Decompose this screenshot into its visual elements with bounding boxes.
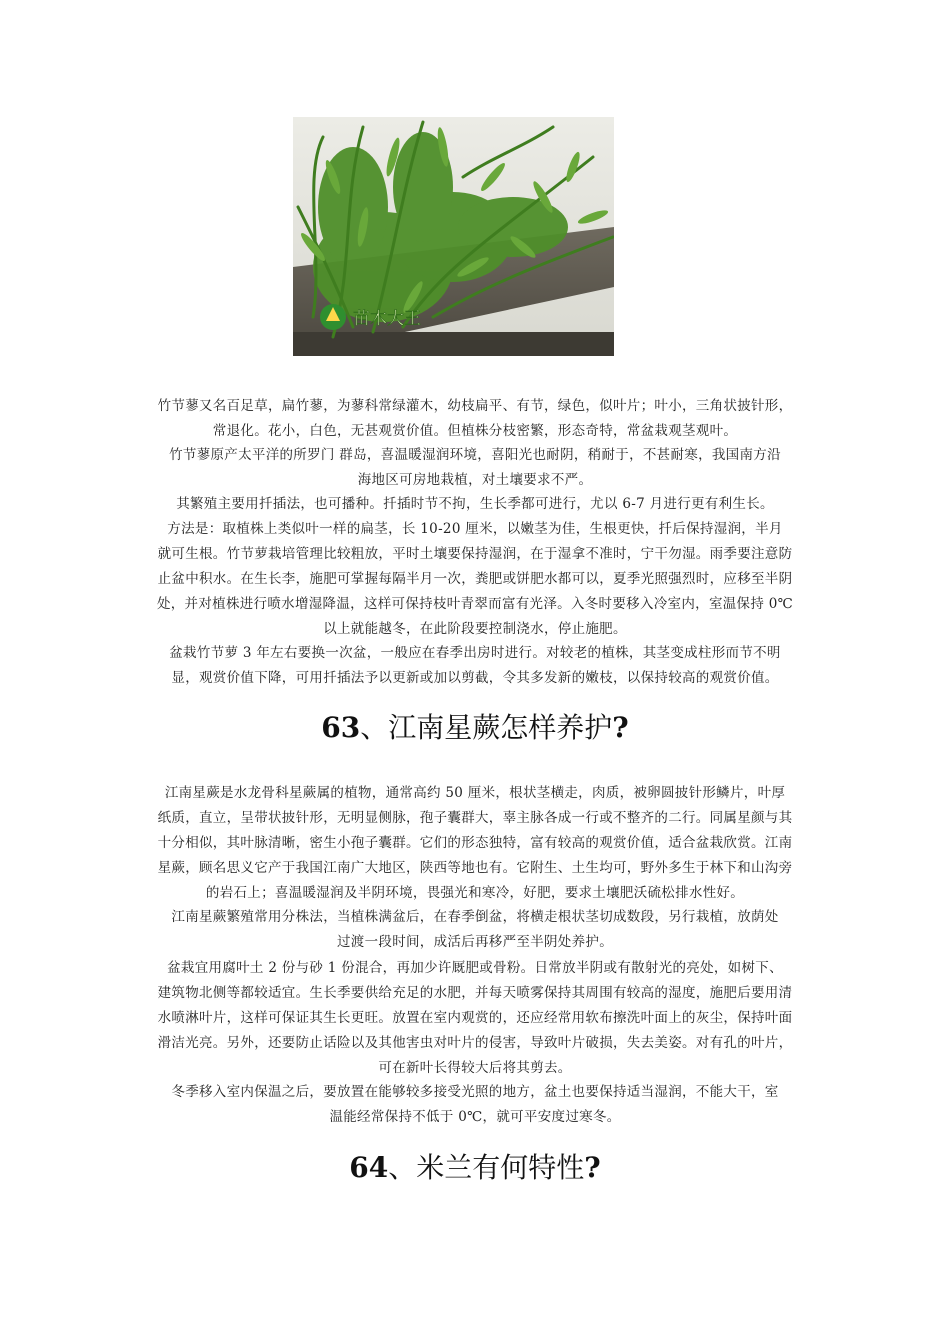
heading-number: 64 [349,1151,389,1184]
heading-title: 、江南星蕨怎样养护 [360,711,613,744]
text-line: 盆栽宜用腐叶土 2 份与砂 1 份混合，再加少许厩肥或骨粉。日常放半阴或有散射光的亮处，如树下、 [167,960,783,976]
heading-question-mark: ? [612,711,629,744]
s62-paragraph-3 [0,492,950,517]
heading-question-mark: ? [584,1151,601,1184]
text-line: 可在新叶长得较大后将其剪去。 [378,1060,572,1076]
text-line: 星蕨，顾名思义它产于我国江南广大地区，陕西等地也有。它附生、土生均可，野外多生于林下和山沟旁 [157,860,793,876]
svg-text:苗木大王: 苗木大王 [353,309,421,329]
text-line: 盆栽竹节萝 3 年左右要换一次盆，一般应在春季出房时进行。对较老的植株，其茎变成柱形而节不明 [169,645,781,661]
text-line: 江南星蕨繁殖常用分株法，当植株满盆后，在春季倒盆，将横走根状茎切成数段，另行栽植，放荫处 [171,909,779,925]
text-line: 江南星蕨是水龙骨科星蕨属的植物，通常高约 50 厘米，根状茎横走，肉质，被卵圆披针形鳞片，叶厚 [164,785,786,801]
section-64-heading [0,1146,950,1186]
text-line: 以上就能越冬，在此阶段要控制浇水，停止施肥。 [323,621,627,637]
text-line: 纸质，直立，呈带状披针形，无明显侧脉，孢子囊群大，辜主脉各成一行或不整齐的二行。同属星颜与其 [157,810,793,826]
text-line: 的岩石上；喜温暖湿润及半阴环境，畏强光和寒冷，好肥，要求土壤肥沃硫松排水性好。 [205,885,745,901]
text-line: 其繁殖主要用扦插法，也可播种。扦插时节不拘，生长季都可进行，尤以 6-7 月进行更有利生长。 [176,496,774,512]
text-line: 十分相似，其叶脉清晰，密生小孢子囊群。它们的形态独特，富有较高的观赏价值，适合盆栽欣赏。江南 [157,835,793,851]
text-line: 止盆中积水。在生长李，施肥可掌握每隔半月一次，粪肥或饼肥水都可以，夏季光照强烈时，应移至半阴 [157,571,793,587]
text-line: 温能经常保持不低于 0℃，就可平安度过寒冬。 [329,1109,621,1125]
text-line: 海地区可房地栽植，对土壤要求不严。 [357,472,593,488]
section-63-heading [0,706,950,746]
text-line: 竹节蓼原产太平洋的所罗门 群岛，喜温暖湿润环境，喜阳光也耐阴，稍耐于，不甚耐寒，我国南方沿 [169,447,781,463]
text-line: 显，观赏价值下降，可用扦插法予以更新或加以剪截，令其多发新的嫩枝，以保持较高的观赏价值。 [171,670,779,686]
heading-number: 63 [321,711,361,744]
plant-photo [293,117,614,356]
text-line: 就可生根。竹节萝栽培管理比较粗放，平时土壤要保持湿润，在于湿拿不准时，宁干勿湿。雨季要注意防 [157,546,793,562]
s63-paragraph-2 [0,905,950,955]
text-line: 常退化。花小，白色，无甚观赏价值。但植株分枝密繁，形态奇特，常盆栽观茎观叶。 [212,423,738,439]
text-line: 处，并对植株进行喷水增湿降温，这样可保持枝叶青翠而富有光泽。入冬时要移入冷室内，室温保持 0℃ [156,596,794,612]
heading-title: 、米兰有何特性 [388,1151,585,1184]
s62-paragraph-5 [0,641,950,691]
text-line: 过渡一段时间，成活后再移严至半阴处养护。 [337,934,613,950]
text-line: 水喷淋叶片，这样可保证其生长更旺。放置在室内观赏的，还应经常用软布擦洗叶面上的灰尘，保持叶面 [157,1010,793,1026]
text-line: 冬季移入室内保温之后，要放置在能够较多接受光照的地方，盆土也要保持适当湿润，不能大干，室 [171,1084,779,1100]
text-line: 竹节蓼又名百足草，扁竹蓼，为蓼科常绿灌木，幼枝扁平、有节，绿色，似叶片；叶小，三角状披针形， [157,398,793,414]
s62-paragraph-2 [0,443,950,493]
text-line: 建筑物北侧等都较适宜。生长季要供给充足的水肥，并每天喷雾保持其周围有较高的湿度，施肥后要用清 [157,985,793,1001]
s63-paragraph-1 [0,781,950,906]
s63-paragraph-4 [0,1080,950,1130]
text-line: 方法是：取植株上类似叶一样的扁茎，长 10-20 厘米，以嫩茎为佳，生根更快，扦后保持湿润，半月 [167,521,783,537]
s63-paragraph-3 [0,956,950,1081]
s62-paragraph-4 [0,517,950,642]
s62-paragraph-1 [0,394,950,444]
text-line: 滑洁光亮。另外，还要防止话险以及其他害虫对叶片的侵害，导致叶片破损，失去美姿。对有孔的叶片， [157,1035,793,1051]
